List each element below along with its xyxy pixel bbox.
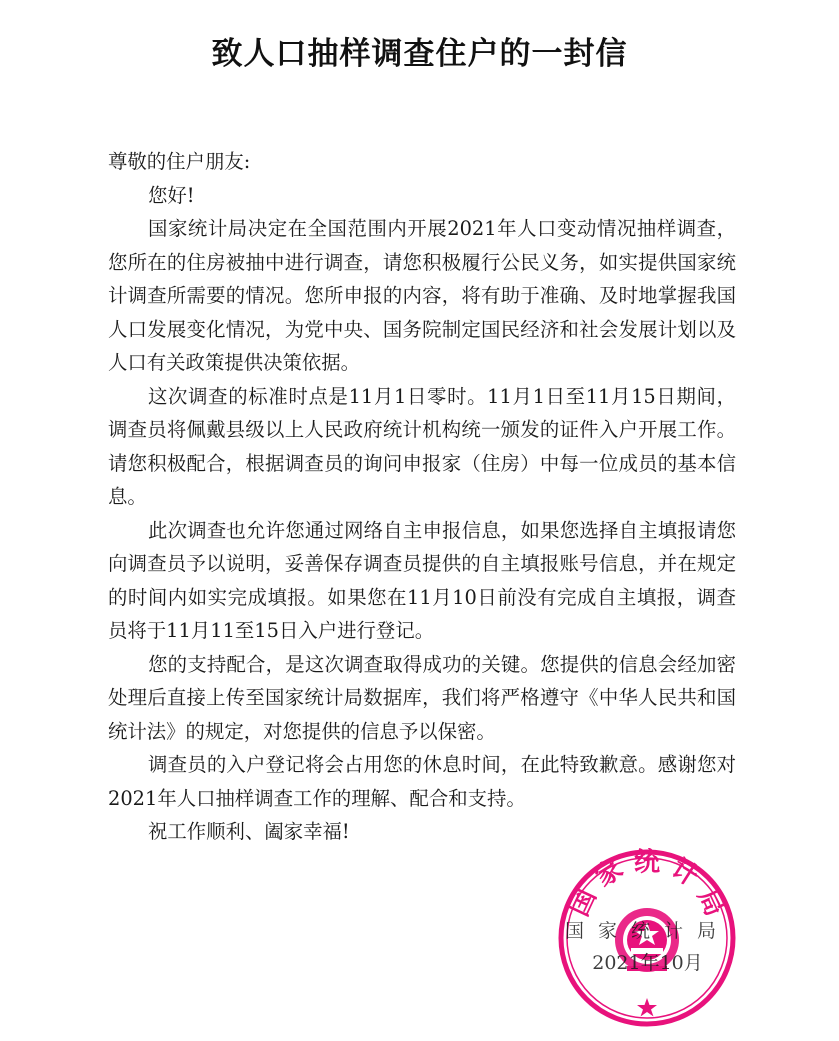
letter-paragraph: 这次调查的标准时点是11月1日零时。11月1日至11月15日期间，调查员将佩戴县级以上人民政府统计机构统一颁发的证件入户开展工作。请您积极配合，根据调查员的询问申报家（住房）中每一位成员的基本信息。 — [108, 384, 736, 508]
letter-salutation: 尊敬的住户朋友: — [108, 150, 251, 173]
letter-paragraph: 国家统计局决定在全国范围内开展2021年人口变动情况抽样调查，您所在的住房被抽中进行调查，请您积极履行公民义务，如实提供国家统计调查所需要的情况。您所申报的内容，将有助于准确、及时地掌握我国人口发展变化情况，为党中央、国务院制定国民经济和社会发展计划以及人口有关政策提供决策依据。 — [108, 217, 736, 374]
seal-lettering: 国 家 统 计 局 — [564, 848, 730, 921]
letter-greeting: 您好! — [148, 183, 195, 207]
letter-paragraph: 此次调查也允许您通过网络自主申报信息，如果您选择自主填报请您向调查员予以说明，妥善保存调查员提供的自主填报账号信息，并在规定的时间内如实完成填报。如果您在11月10日前没有完成自主填报，调查员将于11月11至15日入户进行登记。 — [108, 518, 736, 642]
letter-paragraph: 您的支持配合，是这次调查取得成功的关键。您提供的信息会经加密处理后直接上传至国家统计局数据库，我们将严格遵守《中华人民共和国统计法》的规定，对您提供的信息予以保密。 — [108, 652, 736, 743]
signature-date: 2021年10月 — [592, 952, 703, 974]
letter-closing: 祝工作顺利、阖家幸福! — [148, 820, 350, 843]
letter-signature — [555, 915, 740, 979]
signature-organization: 国家统计局 — [564, 920, 730, 942]
letter-paragraph: 调查员的入户登记将会占用您的休息时间，在此特致歉意。感谢您对2021年人口抽样调查工作的理解、配合和支持。 — [108, 753, 736, 810]
letter-body — [108, 145, 736, 849]
letter-title: 致人口抽样调查住户的一封信 — [211, 36, 628, 72]
